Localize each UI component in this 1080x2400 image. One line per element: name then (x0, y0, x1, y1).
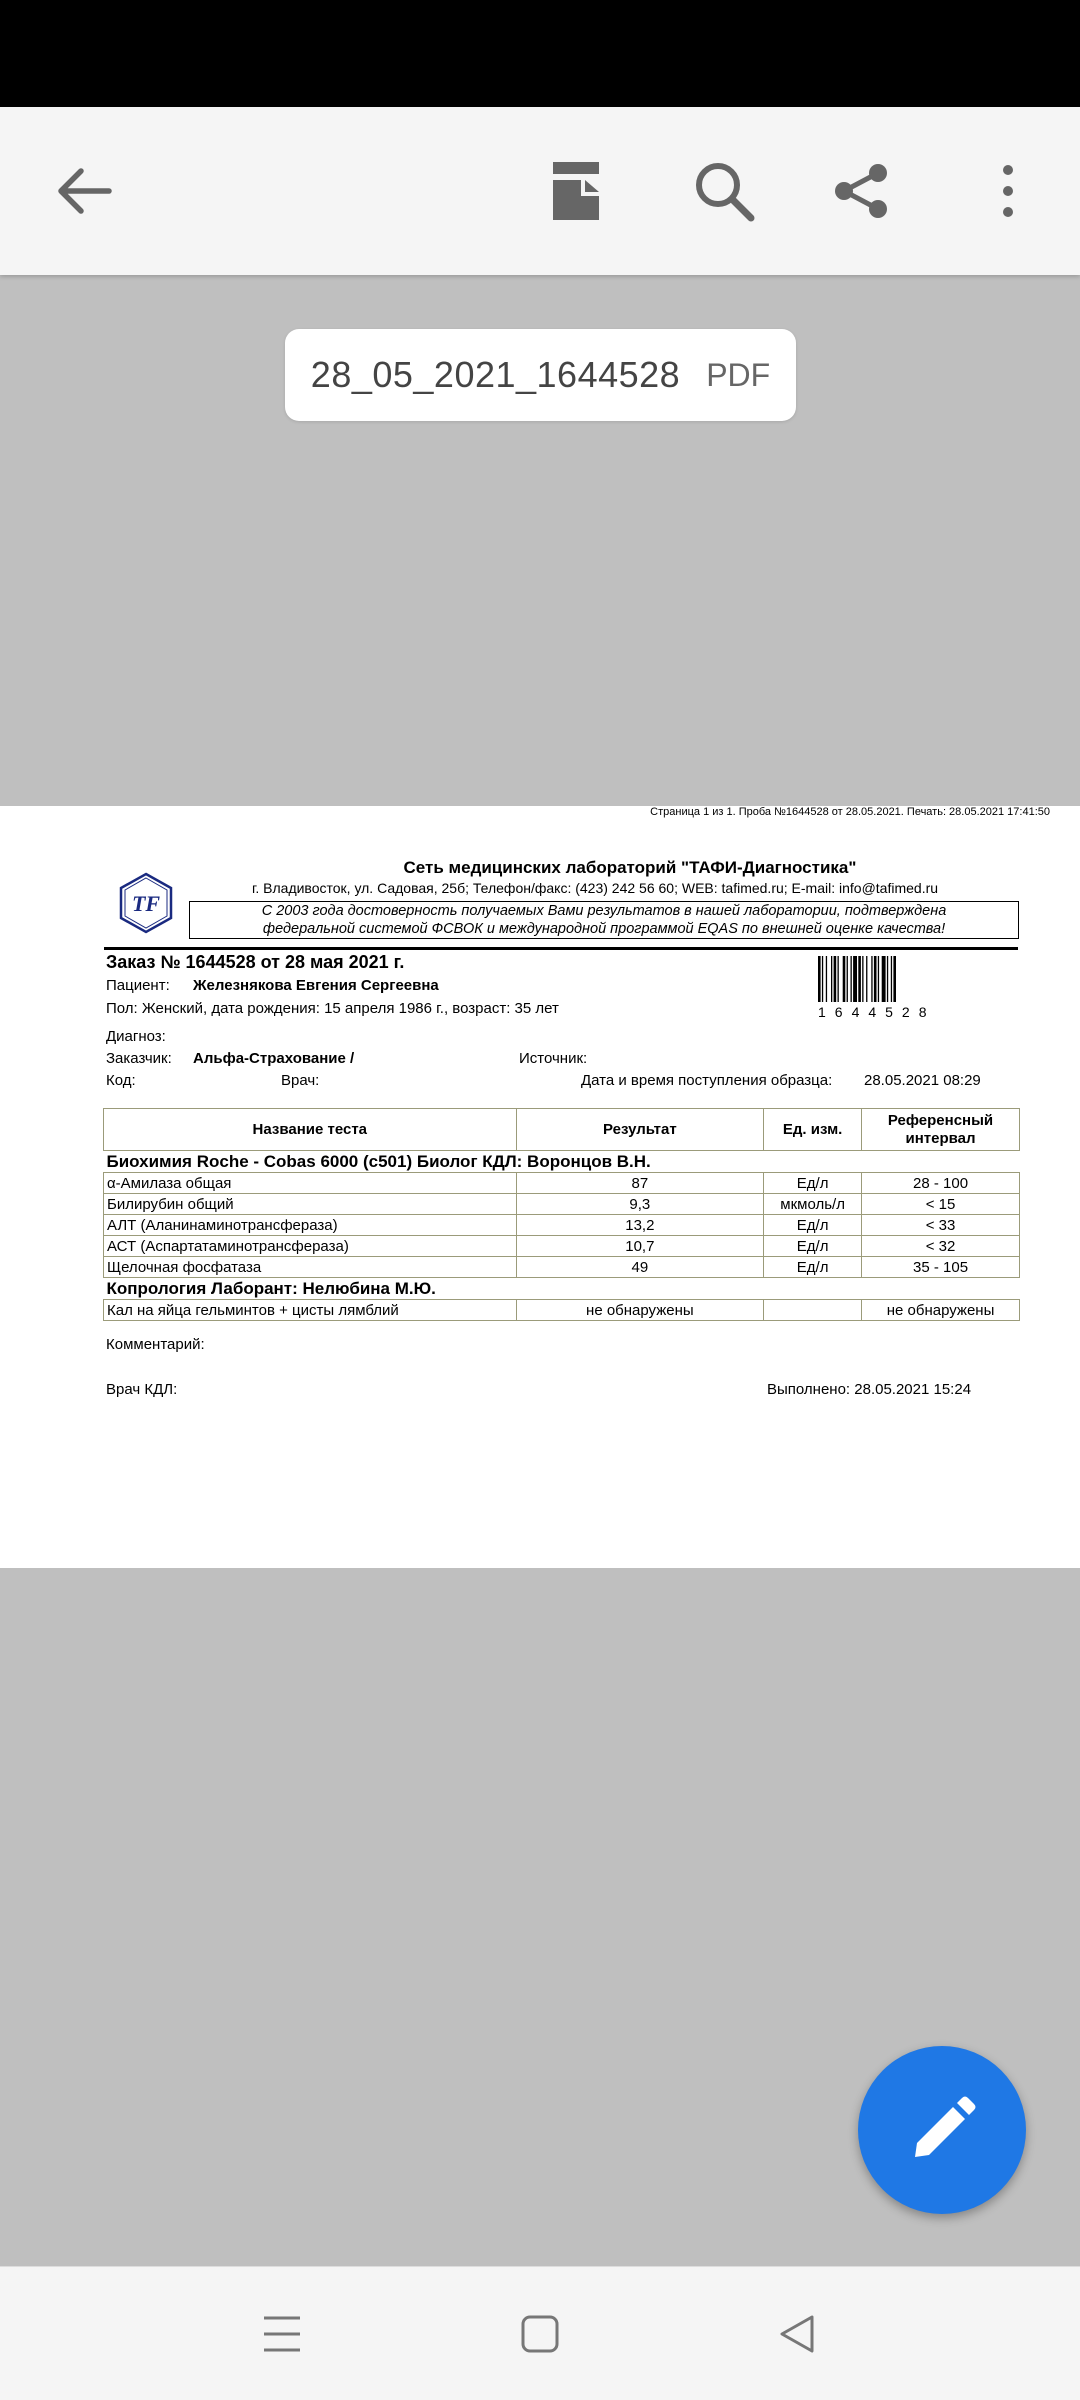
results-table (103, 1108, 1020, 1321)
source-label: Источник: (519, 1050, 588, 1067)
cell-result: 49 (516, 1257, 764, 1278)
patient-label: Пациент: (106, 977, 170, 994)
search-button[interactable] (669, 107, 779, 275)
cell-unit: Ед/л (764, 1215, 862, 1236)
reading-mode-button[interactable] (521, 107, 631, 275)
cell-unit: Ед/л (764, 1173, 862, 1194)
more-vert-icon (1001, 164, 1015, 218)
received-value: 28.05.2021 08:29 (864, 1072, 981, 1089)
nav-home-button[interactable] (480, 2267, 600, 2400)
barcode-bar (826, 956, 827, 1002)
cell-test: АСТ (Аспартатаминотрансфераза) (104, 1236, 517, 1257)
quality-line-2: федеральной системой ФСВОК и международной программой EQAS по внешней оценке качества! (262, 921, 946, 937)
file-name: 28_05_2021_1644528 (310, 354, 681, 395)
table-row (104, 1236, 1020, 1257)
file-name-chip (285, 329, 796, 421)
pdf-page[interactable] (0, 806, 1080, 1568)
square-icon (521, 2315, 559, 2353)
share-button[interactable] (806, 107, 916, 275)
search-icon (693, 160, 755, 222)
triangle-back-icon (778, 2314, 816, 2354)
file-extension: PDF (706, 356, 771, 393)
comment-label: Комментарий: (106, 1336, 205, 1353)
barcode (818, 956, 958, 1002)
header-reference (862, 1109, 1020, 1151)
document-icon (551, 160, 601, 222)
cell-test: АЛТ (Аланинаминотрансфераза) (104, 1215, 517, 1236)
barcode-bar (847, 956, 848, 1002)
pencil-icon (907, 2095, 977, 2165)
cell-reference: не обнаружены (862, 1300, 1020, 1321)
barcode-bar (822, 956, 823, 1002)
barcode-bar (878, 956, 879, 1002)
customer-label: Заказчик: (106, 1050, 172, 1067)
table-row (104, 1173, 1020, 1194)
header-reference-line-1: Референсный (887, 1111, 994, 1129)
barcode-digits: 1644528 (818, 1004, 936, 1020)
share-icon (832, 163, 890, 219)
barcode-bar (862, 956, 863, 1002)
section-coprology: Копрология Лаборант: Нелюбина М.Ю. (106, 1278, 436, 1298)
header-result: Результат (516, 1109, 764, 1151)
back-button[interactable] (28, 107, 138, 275)
barcode-bar (851, 956, 852, 1002)
barcode-bar (871, 956, 872, 1002)
barcode-bar (834, 956, 837, 1002)
cell-unit: Ед/л (764, 1257, 862, 1278)
cell-result: 13,2 (516, 1215, 764, 1236)
system-nav-bar (0, 2266, 1080, 2400)
nav-back-button[interactable] (737, 2267, 857, 2400)
table-row (104, 1194, 1020, 1215)
doctor-label: Врач: (281, 1072, 320, 1089)
code-label: Код: (106, 1072, 136, 1089)
table-row (104, 1257, 1020, 1278)
header-test: Название теста (104, 1109, 517, 1151)
menu-icon (262, 2315, 302, 2353)
table-row (104, 1215, 1020, 1236)
cell-test: Кал на яйца гельминтов + цисты лямблий (104, 1300, 517, 1321)
top-toolbar (0, 107, 1080, 275)
cell-result: не обнаружены (516, 1300, 764, 1321)
barcode-bar (874, 956, 877, 1002)
cell-reference: < 32 (862, 1236, 1020, 1257)
order-title: Заказ № 1644528 от 28 мая 2021 г. (106, 952, 405, 972)
lab-address: г. Владивосток, ул. Садовая, 25б; Телефон/факс: (423) 242 56 60; WEB: tafimed.ru; E-mail: info@tafimed.ru (251, 880, 939, 896)
header-unit: Ед. изм. (764, 1109, 862, 1151)
cell-result: 10,7 (516, 1236, 764, 1257)
cell-unit: Ед/л (764, 1236, 862, 1257)
barcode-bar (838, 956, 839, 1002)
cell-reference: 28 - 100 (862, 1173, 1020, 1194)
barcode-bar (831, 956, 832, 1002)
section-row (104, 1278, 1020, 1300)
section-row (104, 1151, 1020, 1173)
barcode-bar (893, 956, 896, 1002)
lab-logo (118, 872, 174, 934)
cell-reference: 35 - 105 (862, 1257, 1020, 1278)
cell-reference: < 15 (862, 1194, 1020, 1215)
cell-unit (764, 1300, 862, 1321)
cell-test: Билирубин общий (104, 1194, 517, 1215)
header-divider (104, 947, 1018, 950)
status-bar (0, 0, 1080, 107)
cell-reference: < 33 (862, 1215, 1020, 1236)
table-header-row (104, 1109, 1020, 1151)
edit-fab-button[interactable] (858, 2046, 1026, 2214)
section-biochemistry: Биохимия Roche - Cobas 6000 (c501) Биолог КДЛ: Воронцов В.Н. (106, 1151, 651, 1171)
page-header: Страница 1 из 1. Проба №1644528 от 28.05.2021. Печать: 28.05.2021 17:41:50 (650, 806, 1050, 818)
lab-doctor-label: Врач КДЛ: (106, 1381, 178, 1398)
nav-menu-button[interactable] (222, 2267, 342, 2400)
completed-date: Выполнено: 28.05.2021 15:24 (767, 1381, 972, 1398)
table-row (104, 1300, 1020, 1321)
header-reference-line-2: интервал (905, 1129, 976, 1147)
quality-line-1: С 2003 года достоверность получаемых Вами результатов в нашей лаборатории, подтверждена (261, 903, 947, 919)
barcode-bar (866, 956, 867, 1002)
barcode-bar (882, 956, 886, 1002)
barcode-bar (818, 956, 821, 1002)
cell-unit: мкмоль/л (764, 1194, 862, 1215)
lab-logo-text: TF (131, 891, 161, 916)
barcode-bar (843, 956, 846, 1002)
cell-result: 9,3 (516, 1194, 764, 1215)
cell-test: α-Амилаза общая (104, 1173, 517, 1194)
barcode-bar (887, 956, 888, 1002)
diagnosis-label: Диагноз: (106, 1028, 166, 1045)
lab-title: Сеть медицинских лабораторий "ТАФИ-Диагностика" (403, 858, 857, 877)
more-options-button[interactable] (953, 107, 1063, 275)
barcode-bar (891, 956, 892, 1002)
barcode-bar (858, 956, 861, 1002)
cell-test: Щелочная фосфатаза (104, 1257, 517, 1278)
arrow-left-icon (53, 167, 113, 215)
cell-result: 87 (516, 1173, 764, 1194)
barcode-bar (853, 956, 857, 1002)
patient-details: Пол: Женский, дата рождения: 15 апреля 1986 г., возраст: 35 лет (106, 1000, 559, 1017)
received-label: Дата и время поступления образца: (581, 1072, 833, 1089)
quality-notice (189, 901, 1019, 939)
patient-name: Железнякова Евгения Сергеевна (193, 977, 439, 994)
customer-value: Альфа-Страхование / (193, 1050, 355, 1067)
